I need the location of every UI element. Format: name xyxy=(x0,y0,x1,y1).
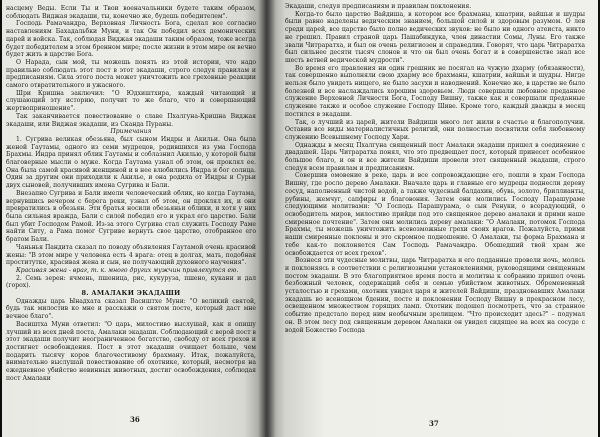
chapter-title: 8. АМАЛАКИ ЭКАДАШИ xyxy=(81,289,181,298)
left-page xyxy=(2,0,265,437)
paragraph: Во время его правления ни один грешник не посягал на чужую дхарму (обязанности), так совершенно выполняли свою дхарму все брахманы, кшатрии, вайшьи и шудры. Нигде нельзя было увидеть нищего, не было засухи и наводнений. Конечно же, в царстве не было болезней и все наслаждались хорошим здоровьем. Люди совершали любовное преданное служение Верховной Личности Бога, Господу Вишну, также как и совершали преданные служение также и особое служение Господу Шиве. Кроме того, каждый дважды в месяц постился в экадаши. xyxy=(285,64,585,118)
notes-heading: Примечания xyxy=(110,128,152,136)
paragraph: Так заканчивается повествование о славе Пхалгуна-Кришна Виджая экадаши, или Виджая экадаши, из Сканда Пураны. xyxy=(6,112,256,128)
chapter-paragraph: Однажды царь Ынадхата сказал Васиштхе Муни: "О великий святой, будь так милостив ко мне и расскажи о святом посте, который даст мне вечное благо". xyxy=(6,297,256,321)
chapter-paragraph: Васиштха Муни ответил: "О царь, милостиво выслушай, как я опишу лучший из всех дней поста, Амалаки экадаши. Соблюдающий с верой пост в этот экадаши получит неограниченное богатство, свободу от всех грехов и достигнет освобождения. Пост в этот экадаши очищает больше, чем подарить тысячу коров благочестивому брахману. Итак, пожалуйста, внимательно выслушай повествование об охотнике, который, несмотря на ежедневное убийство невинных животных, достиг освобождения, соблюдая пост Амалаки xyxy=(6,320,256,382)
paragraph: Совершив омовение в реке, царь и все сопровождающие его, пошли в храм Господа Вишну, где росло дерево Амалаки. Вначале царь и главные его мудрецы поднесли дереву сосуд, наполненный чистой водой, а также чудесный балдахин, обувь, золото, бриллианты, рубины, жемчуг, сапфиры и благовония. Затем они молились Господу Парашураме следующими молитвами: "О Господь Парашурама, о сын Ренуки, о всерадующий, о освободитель миров, милостиво прийди под это священное дерево амалаки и прими наше смиренное почтение". Затем они молились дереву амалаки: "О Амалаки, потомок Господа Брахмы, ты можешь уничтожить всевозможные грехи своих врагов. Пожалуйста, прими наши смиренные поклоны и это скромное подношение. О Амалаки, ты форма Брахмана и тебе как-то поклоняется Сам Господь Рамачандра. Обошедший твой храм же освобождается от всех грехов". xyxy=(285,172,585,257)
paragraph: Вознеся эти чудесные молитвы, царь Читраратха и его подданные провели ночь, молясь и поклоняясь в соответствии с религиозными установлениями, руководящими священным постом экадаши. В это благоприятное время поста и молитвы к собранию пришел очень безбожный человек, содержащий себя и семью убийством животных. Обремененный усталостью и грехами, охотник увидел царя и жителей Вайдиши, праздновавших Амалаки экадашь во всенощном бдении, посте и поклонении Господу Вишну в прекрасном лесу, освещенном множеством горящих ламп. Охотник подошел посмотреть, что за странное событие предстало перед ним необычным зрелищем. "Что происходит здесь?" – подумал он. В этом лесу под священным деревом Амалаки он увидел сидящее на всех на сосуде с водой Божество Господа xyxy=(285,257,585,334)
right-page xyxy=(265,0,598,437)
left-page-text xyxy=(6,5,256,382)
right-page-text xyxy=(285,3,585,334)
note-caption: Красивая жена - враг, т. к. много других мужчин привлекутся ею. xyxy=(16,266,239,274)
paragraph: Так, о лучший из царей, жители Вайдиши много лет жили в счастье и благополучии. Оставив все виды материалистичных религий, они полностью посвятили себя любовному служению Всевышнему Господу Хари. xyxy=(285,118,585,141)
paragraph: Шри Кришна заключил: "О Юдхиштхира, каждый читающий и слушающий эту историю, получит то же благо, что и совершающий жертвоприношение". xyxy=(6,89,256,113)
page-number: 36 xyxy=(130,415,140,424)
book-gutter-shadow xyxy=(258,0,276,437)
paragraph: Экадаши, следуя предписаниям и правилам поклонения. xyxy=(285,3,472,10)
paragraph: Однажды в месяц Пхалгуна священный пост Амалаки экадаши пришел в соединение с двадашей. Царь Читраратха понял, что это предвещает пост, который принесет особенное большое благо, и он и все жители Вайдиши провели этот священный экадаши, строго следуя всем правилам и предписаниям. xyxy=(285,141,585,172)
paragraph: О Нарада, сын мой, ты можешь понять из этой истории, что надо правильно соблюдать этот пост в этот экадаши, строго следуя правилам и предписаниям. Сила этого поста может уничтожить все греховные реакции самого отвратительного и ужасного. xyxy=(6,58,256,90)
note-paragraph: Чаньнья Пандита сказал по поводу объявления Гаутамой очень красивой жены: "В этом мире у человека есть 4 врага: отец в долгах, мать, подобная проститутке, красивая жена и сын, не получающий духовного научения". xyxy=(6,243,256,267)
open-book xyxy=(2,0,598,437)
note-paragraph: 2. Семь зерен: ячмень, пшеница, рис, кукуруза, пшено, кукани и дал (горох). xyxy=(6,274,256,290)
note-paragraph: 1. Сугрива великая обезьяна, был сыном Индры и Акильи. Она была женой Гаутамы, одного из семи мудрецов, родившихся из ума Господа Брахмы. Индра принял облик Гаутамы и соблазнил Акилью, у которой были благоверные мысли о муже. Когда Гаутама узнал об этом, он проклял ее. Она была самой красивой женщиной и в нее влюбились Индра и бог солнца. Один за другим они приходили к Акилье, и она родила от Индры и Сурьи двух сыновей, получивших имена Сугрива и Бали. xyxy=(6,135,256,190)
paragraph: насцему Веды. Если Ты и Твои военачальники будете таким образом, соблюдать Виджая экадаши, ты, конечно же, будешь победителем". xyxy=(6,5,256,20)
page-number: 37 xyxy=(429,419,439,428)
paragraph: Когда-то было царство Вайдиша, в котором все брахманы, кшатрии, вайшьи и шудры были равно наделены ведическим знанием, большой силой и здоровым разумом. О лев среди царей, все царство было полно ведических звуков: не было ни одного атеиста, никто не грешил. Правил страной царь Пашабиндука, член династии Сомы, Луны. Его также звали Читраратха, и был он очень религиозен и справедлив. Говорят, что царь Читраратха был сильнее десяти тысяч слонов и что он был очень богат и в совершенстве знал все шесть ветвей ведической мудрости". xyxy=(285,10,585,64)
paragraph: Господь Рамачандра, Верховная Личность Бога, сделал все согласно наставлениям Бахадальбки Муни, и так Он победил всех демонических царей и войска. Так, соблюдая Виджая экадаши таким образом, тоже всегда будет победителем в этом бренном мире; после жизни в этом мире он вечно будет жить в царстве Бога. xyxy=(6,20,256,59)
note-paragraph: Внезапно Сугрива и Бали имели человеческий облик, но когда Гаутама, вернувшись вечером с берега реки, узнал об этом, он проклял их, и они превратились в обезьян. Эти братья носили обезьяньи облики, и хотя у них была сильная вражда, Бали с силой победил его и украл его царство. Бали был убит Господом Рамой. Из-за этого Сугрива стал служить Господу Раме найти Ситу, а Рама помог Сугриве вернуть свое царство, отобранное его братом Бали. xyxy=(6,189,256,244)
